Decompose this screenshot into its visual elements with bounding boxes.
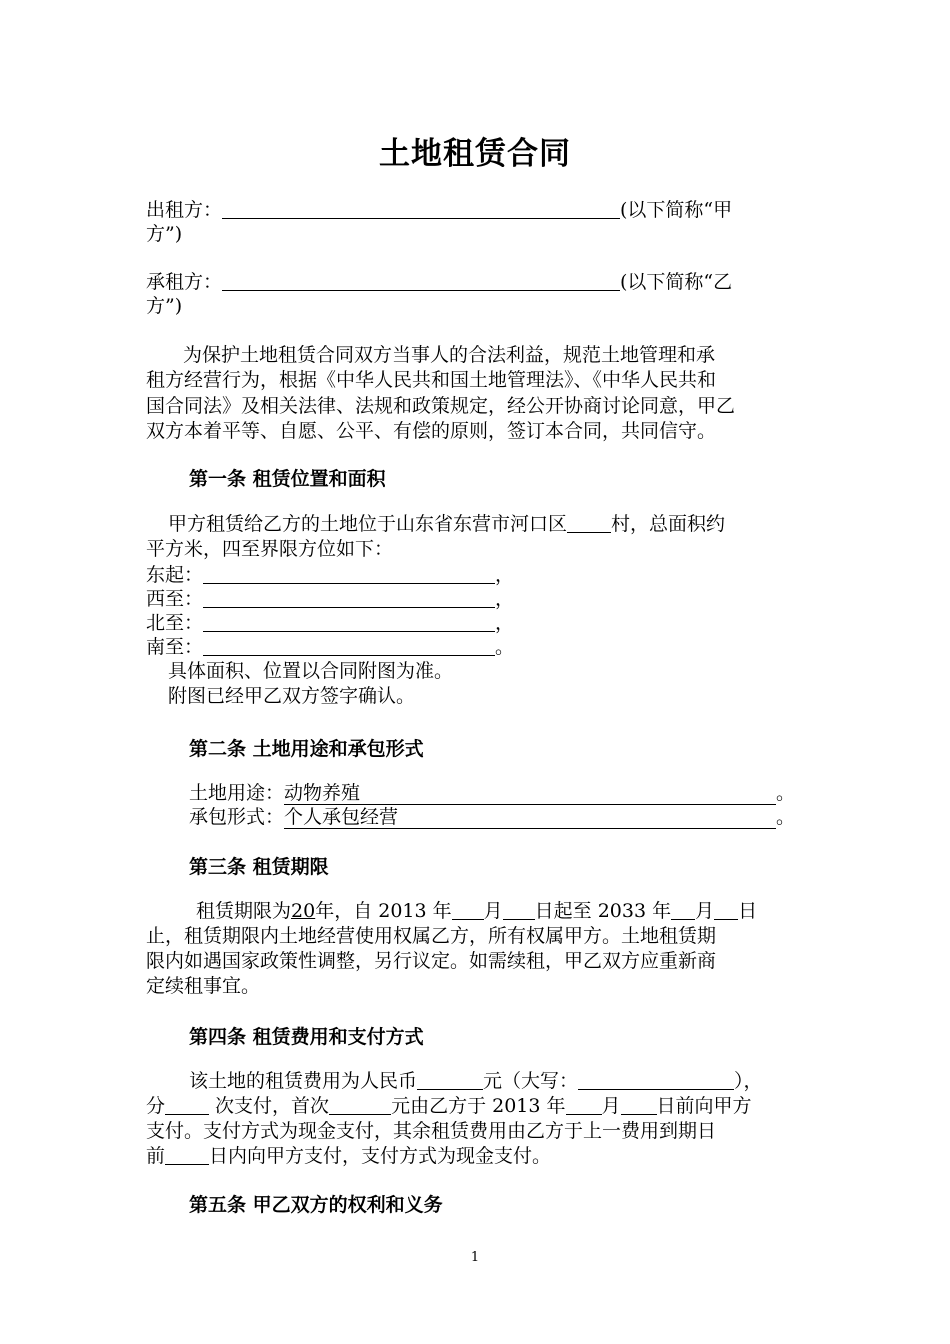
- article-4-line-2: [146, 1094, 752, 1118]
- location-text: 甲方租赁给乙方的土地位于山东省东营市河口区: [168, 513, 568, 535]
- south-period: 。: [495, 636, 515, 658]
- article-3-heading: 第三条 租赁期限: [189, 856, 329, 878]
- days-before-text: 前: [146, 1145, 166, 1167]
- article-4-line-3: 支付。支付方式为现金支付，其余租赁费用由乙方于上一费用到期日: [146, 1120, 717, 1142]
- preamble-line-1: 为保护土地租赁合同双方当事人的合法利益，规范土地管理和承: [183, 344, 716, 366]
- contract-form-line: [189, 805, 795, 829]
- lessee-blank[interactable]: [222, 270, 620, 291]
- end-year-text: 日起至 2033 年: [534, 900, 672, 922]
- east-comma: ，: [495, 564, 515, 586]
- lessor-suffix: (以下简称“甲: [620, 199, 733, 221]
- article-1-heading: 第一条 租赁位置和面积: [189, 468, 386, 490]
- payment-method-text: 日内向甲方支付，支付方式为现金支付。: [209, 1145, 552, 1167]
- west-comma: ，: [495, 588, 515, 610]
- days-blank[interactable]: [165, 1144, 209, 1165]
- west-label: 西至：: [146, 588, 204, 610]
- article-3-line-2: 止，租赁期限内土地经营使用权属乙方，所有权属甲方。土地租赁期: [146, 925, 717, 947]
- village-blank[interactable]: [567, 512, 611, 533]
- contract-form-value[interactable]: 个人承包经营: [284, 806, 776, 829]
- rent-capital-blank[interactable]: [578, 1069, 734, 1090]
- article-1-line-1: [168, 512, 725, 536]
- installments-text: 分: [146, 1095, 166, 1117]
- first-payment-blank[interactable]: [329, 1094, 391, 1115]
- rent-capital-close: ），: [734, 1070, 763, 1092]
- area-text: 村，总面积约: [611, 513, 726, 535]
- west-blank[interactable]: [203, 587, 495, 608]
- first-payment-month-text: 月: [601, 1095, 621, 1117]
- lessee-line: [146, 270, 732, 294]
- south-boundary: [146, 635, 514, 659]
- end-month-blank[interactable]: [671, 899, 695, 920]
- west-boundary: [146, 587, 514, 611]
- lessee-label: 承租方：: [146, 271, 223, 293]
- first-payment-year-text: 元由乙方于 2013 年: [391, 1095, 566, 1117]
- preamble-line-2: 租方经营行为，根据《中华人民共和国土地管理法》、《中华人民共和: [146, 369, 717, 391]
- lessee-suffix: (以下简称“乙: [620, 271, 733, 293]
- contract-form-label: 承包形式：: [189, 806, 285, 828]
- east-blank[interactable]: [203, 563, 495, 584]
- north-boundary: [146, 611, 514, 635]
- page-title: 土地租赁合同: [379, 136, 571, 172]
- term-text: 租赁期限为: [196, 900, 292, 922]
- contract-form-period: 。: [776, 806, 796, 828]
- article-4-line-1: [189, 1069, 763, 1093]
- installments-blank[interactable]: [165, 1094, 209, 1115]
- article-3-line-4: 定续租事宜。: [146, 975, 261, 997]
- preamble-line-4: 双方本着平等、自愿、公平、有偿的原则，签订本合同，共同信守。: [146, 420, 717, 442]
- start-month-blank[interactable]: [452, 899, 484, 920]
- article-2-heading: 第二条 土地用途和承包形式: [189, 738, 424, 760]
- land-use-value[interactable]: 动物养殖: [284, 782, 776, 805]
- land-use-line: [189, 781, 795, 805]
- south-label: 南至：: [146, 636, 204, 658]
- article-1-note-1: 具体面积、位置以合同附图为准。: [168, 660, 454, 682]
- first-payment-text: 次支付，首次: [209, 1095, 330, 1117]
- preamble-line-3: 国合同法》及相关法律、法规和政策规定，经公开协商讨论同意，甲乙: [146, 395, 736, 417]
- north-label: 北至：: [146, 612, 204, 634]
- start-year-text: 年，自 2013 年: [315, 900, 452, 922]
- rent-capital-label: 元（大写：: [483, 1070, 579, 1092]
- east-label: 东起：: [146, 564, 204, 586]
- rent-text: 该土地的租赁费用为人民币: [189, 1070, 418, 1092]
- end-day-blank[interactable]: [714, 899, 738, 920]
- north-comma: ，: [495, 612, 515, 634]
- land-use-period: 。: [776, 782, 796, 804]
- term-years[interactable]: 20: [291, 900, 316, 922]
- land-use-label: 土地用途：: [189, 782, 285, 804]
- south-blank[interactable]: [203, 635, 495, 656]
- first-payment-month-blank[interactable]: [566, 1094, 602, 1115]
- article-3-line-3: 限内如遇国家政策性调整，另行议定。如需续租，甲乙双方应重新商: [146, 950, 717, 972]
- lessor-label: 出租方：: [146, 199, 223, 221]
- article-1-line-2: 平方米，四至界限方位如下：: [146, 538, 394, 560]
- rent-amount-blank[interactable]: [417, 1069, 483, 1090]
- lessor-line: [146, 198, 732, 222]
- lessor-line-2: 方”): [146, 223, 183, 245]
- article-4-heading: 第四条 租赁费用和支付方式: [189, 1026, 424, 1048]
- article-4-line-4: [146, 1144, 551, 1168]
- end-day-text: 日: [738, 900, 758, 922]
- first-payment-day-text: 日前向甲方: [656, 1095, 752, 1117]
- article-5-heading: 第五条 甲乙双方的权利和义务: [189, 1194, 443, 1216]
- east-boundary: [146, 563, 514, 587]
- first-payment-day-blank[interactable]: [621, 1094, 657, 1115]
- start-day-blank[interactable]: [503, 899, 535, 920]
- end-month-text: 月: [695, 900, 715, 922]
- north-blank[interactable]: [203, 611, 495, 632]
- page-number: 1: [470, 1250, 480, 1265]
- article-1-note-2: 附图已经甲乙双方签字确认。: [168, 685, 416, 707]
- start-month-text: 月: [483, 900, 503, 922]
- lessor-blank[interactable]: [222, 198, 620, 219]
- article-3-line-1: [196, 899, 757, 923]
- lessee-line-2: 方”): [146, 295, 183, 317]
